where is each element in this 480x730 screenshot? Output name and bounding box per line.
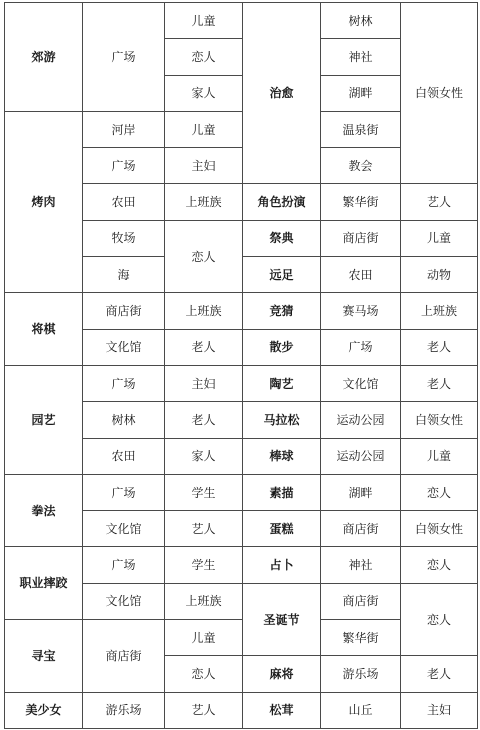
person-cell: 恋人 <box>401 583 478 656</box>
place-cell: 河岸 <box>83 111 165 147</box>
person-cell: 老人 <box>401 365 478 401</box>
person-cell: 恋人 <box>165 39 243 75</box>
activity-cell: 寻宝 <box>5 620 83 693</box>
activity-cell: 远足 <box>243 257 321 293</box>
place-cell: 树林 <box>83 402 165 438</box>
activity-cell: 拳法 <box>5 474 83 547</box>
person-cell: 儿童 <box>165 620 243 656</box>
activity-matrix-table <box>4 2 478 729</box>
place-cell: 游乐场 <box>83 692 165 728</box>
table-row <box>5 547 478 583</box>
person-cell: 主妇 <box>165 148 243 184</box>
person-cell: 恋人 <box>401 547 478 583</box>
place-cell: 广场 <box>83 148 165 184</box>
place-cell: 繁华街 <box>321 184 401 220</box>
place-cell: 湖畔 <box>321 474 401 510</box>
person-cell: 艺人 <box>401 184 478 220</box>
table-row <box>5 293 478 329</box>
activity-cell: 职业摔跤 <box>5 547 83 620</box>
activity-cell: 竞猜 <box>243 293 321 329</box>
place-cell: 广场 <box>83 365 165 401</box>
place-cell: 广场 <box>321 329 401 365</box>
person-cell: 上班族 <box>165 293 243 329</box>
person-cell: 上班族 <box>401 293 478 329</box>
person-cell: 白领女性 <box>401 511 478 547</box>
place-cell: 商店街 <box>321 583 401 619</box>
person-cell: 家人 <box>165 438 243 474</box>
place-cell: 神社 <box>321 39 401 75</box>
place-cell: 文化馆 <box>83 583 165 619</box>
activity-cell: 祭典 <box>243 220 321 256</box>
activity-cell: 散步 <box>243 329 321 365</box>
place-cell: 文化馆 <box>83 511 165 547</box>
place-cell: 广场 <box>83 547 165 583</box>
person-cell: 儿童 <box>165 3 243 39</box>
table-row <box>5 3 478 39</box>
person-cell: 恋人 <box>165 656 243 692</box>
place-cell: 运动公园 <box>321 402 401 438</box>
person-cell: 学生 <box>165 547 243 583</box>
person-cell: 上班族 <box>165 184 243 220</box>
place-cell: 商店街 <box>321 511 401 547</box>
person-cell: 上班族 <box>165 583 243 619</box>
place-cell: 文化馆 <box>83 329 165 365</box>
place-cell: 广场 <box>83 474 165 510</box>
person-cell: 白领女性 <box>401 402 478 438</box>
place-cell: 广场 <box>83 3 165 112</box>
activity-cell: 素描 <box>243 474 321 510</box>
person-cell: 白领女性 <box>401 3 478 184</box>
activity-cell: 园艺 <box>5 365 83 474</box>
person-cell: 儿童 <box>165 111 243 147</box>
place-cell: 商店街 <box>83 293 165 329</box>
place-cell: 神社 <box>321 547 401 583</box>
activity-cell: 麻将 <box>243 656 321 692</box>
activity-cell: 美少女 <box>5 692 83 728</box>
place-cell: 湖畔 <box>321 75 401 111</box>
person-cell: 老人 <box>401 329 478 365</box>
place-cell: 农田 <box>83 184 165 220</box>
person-cell: 艺人 <box>165 511 243 547</box>
person-cell: 老人 <box>165 329 243 365</box>
place-cell: 商店街 <box>83 620 165 693</box>
place-cell: 文化馆 <box>321 365 401 401</box>
place-cell: 树林 <box>321 3 401 39</box>
person-cell: 恋人 <box>401 474 478 510</box>
place-cell: 游乐场 <box>321 656 401 692</box>
activity-cell: 占卜 <box>243 547 321 583</box>
place-cell: 温泉街 <box>321 111 401 147</box>
activity-cell: 治愈 <box>243 3 321 184</box>
activity-cell: 陶艺 <box>243 365 321 401</box>
activity-cell: 蛋糕 <box>243 511 321 547</box>
person-cell: 学生 <box>165 474 243 510</box>
place-cell: 赛马场 <box>321 293 401 329</box>
person-cell: 主妇 <box>165 365 243 401</box>
table-row <box>5 365 478 401</box>
activity-cell: 马拉松 <box>243 402 321 438</box>
person-cell: 艺人 <box>165 692 243 728</box>
person-cell: 家人 <box>165 75 243 111</box>
place-cell: 商店街 <box>321 220 401 256</box>
place-cell: 海 <box>83 257 165 293</box>
place-cell: 农田 <box>83 438 165 474</box>
place-cell: 牧场 <box>83 220 165 256</box>
place-cell: 农田 <box>321 257 401 293</box>
activity-cell: 烤肉 <box>5 111 83 292</box>
activity-cell: 将棋 <box>5 293 83 366</box>
person-cell: 主妇 <box>401 692 478 728</box>
person-cell: 老人 <box>165 402 243 438</box>
place-cell: 繁华街 <box>321 620 401 656</box>
activity-cell: 角色扮演 <box>243 184 321 220</box>
activity-cell: 松茸 <box>243 692 321 728</box>
person-cell: 老人 <box>401 656 478 692</box>
activity-cell: 圣诞节 <box>243 583 321 656</box>
place-cell: 教会 <box>321 148 401 184</box>
activity-cell: 棒球 <box>243 438 321 474</box>
person-cell: 儿童 <box>401 220 478 256</box>
table-row <box>5 474 478 510</box>
person-cell: 动物 <box>401 257 478 293</box>
place-cell: 运动公园 <box>321 438 401 474</box>
activity-cell: 郊游 <box>5 3 83 112</box>
person-cell: 儿童 <box>401 438 478 474</box>
table-row <box>5 692 478 728</box>
person-cell: 恋人 <box>165 220 243 293</box>
place-cell: 山丘 <box>321 692 401 728</box>
